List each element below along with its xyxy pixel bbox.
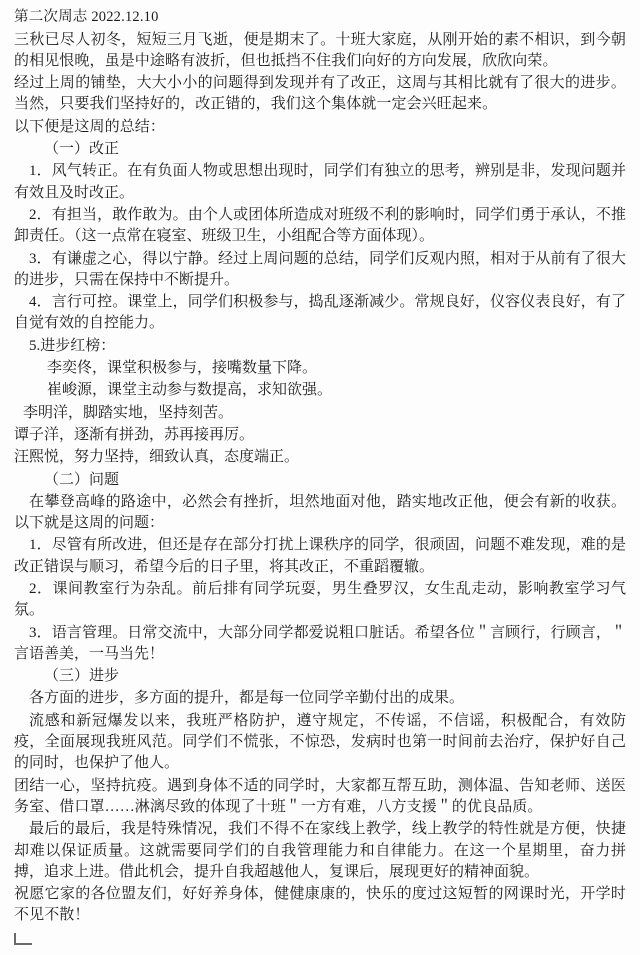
paragraph: 经过上周的铺垫，大大小小的问题得到发现并有了改正，这周与其相比就有了很大的进步。当然，只要我们坚持好的，改正错的，我们这个集体就一定会兴旺起来。 xyxy=(14,75,626,113)
list-item: 谭子洋，逐渐有拼劲，苏再接再厉。 xyxy=(14,426,255,443)
list-item: 2．有担当，敢作敢为。由个人或团体所造成对班级不利的影响时，同学们勇于承认，不推卸责任。（这一点常在寝室、班级卫生，小组配合等方面体现）。 xyxy=(14,206,626,245)
paragraph: 各方面的进步，多方面的提升，都是每一位同学辛勤付出的成果。 xyxy=(29,690,465,707)
section-heading-corrections: （一）改正 xyxy=(44,141,120,158)
document-body xyxy=(14,30,626,927)
paragraph: 在攀登高峰的路途中，必然会有挫折，坦然地面对他，踏实地改正他，便会有新的收获。以下就是这周的问题： xyxy=(14,493,626,532)
list-item: 3．语言管理。日常交流中，大部分同学都爱说粗口脏话。希望各位＂言顾行，行顾言，＂言语善美，一马当先！ xyxy=(14,624,626,662)
page-title: 第二次周志 2022.12.10 xyxy=(14,9,159,25)
list-item: 1．尽管有所改进，但还是存在部分打扰上课秩序的同学，很顽固，问题不难发现，难的是改正错误与顺习，希望今后的日子里，将其改正，不重蹈覆辙。 xyxy=(14,537,626,575)
paragraph: 团结一心，坚持抗疫。遇到身体不适的同学时，大家都互帮互助，测体温、告知老师、送医务室、借口罩……淋漓尽致的体现了十班＂一方有难，八方支援＂的优良品质。 xyxy=(14,777,626,815)
list-item: 李奕佟，课堂积极参与，接嘴数量下降。 xyxy=(47,360,318,377)
list-item: 5.进步红榜： xyxy=(29,337,116,354)
paragraph: 以下便是这周的总结： xyxy=(14,118,166,135)
list-item: 4．言行可控。课堂上，同学们积极参与，捣乱逐渐减少。常规良好，仪容仪表良好，有了自觉有效的自控能力。 xyxy=(14,294,626,332)
list-item: 崔峻源，课堂主动参与数提高，求知欲强。 xyxy=(47,382,333,399)
list-item: 3．有谦虚之心，得以宁静。经过上周问题的总结，同学们反观内照，相对于从前有了很大的进步，只需在保持中不断提升。 xyxy=(14,250,626,288)
paragraph: 流感和新冠爆发以来，我班严格防护，遵守规定，不传谣，不信谣，积极配合，有效防疫，全面展现我班风范。同学们不慌张，不惊恐，发病时也第一时间前去治疗，保护好自己的同时，也保护了他人。 xyxy=(14,712,626,772)
list-item: 汪熙悦，努力坚持，细致认真，态度端正。 xyxy=(14,449,300,466)
section-heading-problems: （二）问题 xyxy=(44,471,120,488)
paragraph: 最后的最后，我是特殊情况，我们不得不在家线上教学，线上教学的特性就是方便，快捷却难以保证质量。这就需要同学们的自我管理能力和自律能力。在这一个星期里，奋力拼搏，追求上进。借此机会，提升自我超越他人，复课后，展现更好的精神面貌。 xyxy=(14,821,626,880)
list-item: 2．课间教室行为杂乱。前后排有同学玩耍，男生叠罗汉，女生乱走动，影响教室学习气氛。 xyxy=(14,580,626,619)
list-item: 李明洋，脚踏实地，坚持刻苦。 xyxy=(23,404,234,421)
list-item: 1．风气转正。在有负面人物或思想出现时，同学们有独立的思考，辨别是非，发现问题并有效且及时改正。 xyxy=(14,163,626,201)
paragraph: 祝愿它家的各位盟友们，好好养身体，健健康康的，快乐的度过这短暂的网课时光，开学时不见不散！ xyxy=(14,886,626,924)
corner-mark-icon xyxy=(14,933,32,945)
paragraph: 三秋已尽人初冬，短短三月飞逝，便是期末了。十班大家庭，从刚开始的素不相识，到今朝的相见恨晚，虽是中途略有波折，但也抵挡不住我们向好的方向发展，欣欣向荣。 xyxy=(14,31,626,69)
section-heading-progress: （三）进步 xyxy=(44,668,120,685)
